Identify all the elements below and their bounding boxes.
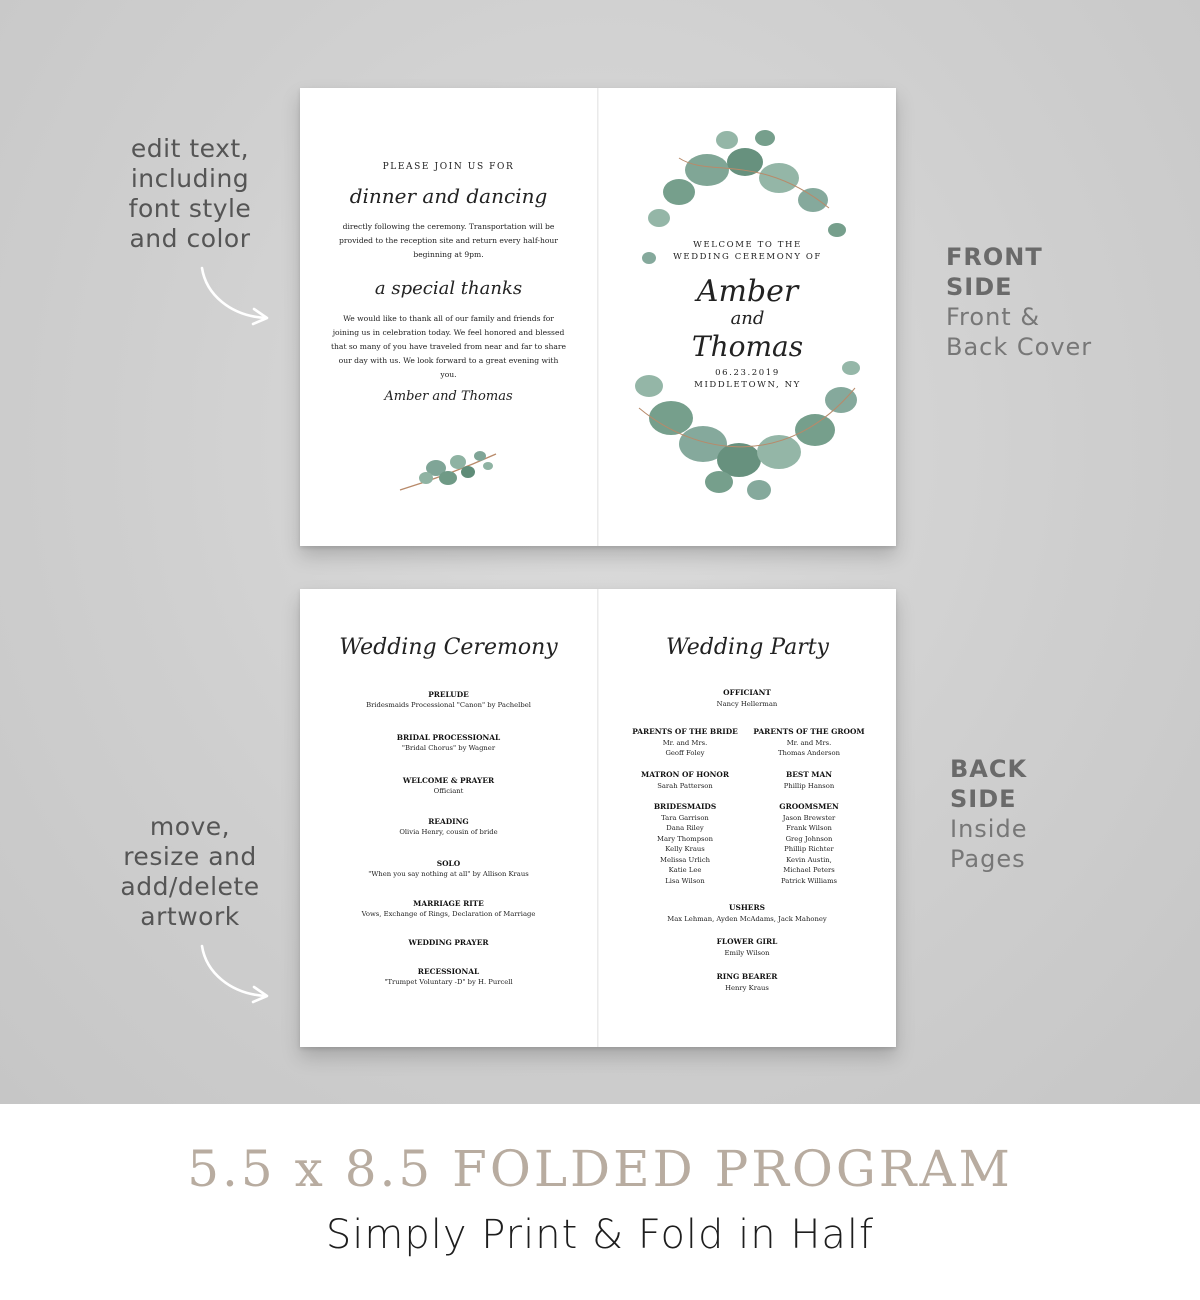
- party-name: Henry Kraus: [725, 983, 769, 992]
- product-headline: 5.5 x 8.5 FOLDED PROGRAM: [187, 1140, 1013, 1198]
- party-name: Sarah Patterson: [657, 781, 713, 790]
- join-us-heading: PLEASE JOIN US FOR: [382, 162, 515, 172]
- curved-arrow-icon: [196, 264, 276, 326]
- program-item: [300, 966, 597, 988]
- party-name: Greg Johnson: [785, 834, 833, 843]
- party-name: Phillip Richter: [784, 845, 834, 853]
- label-title: SIDE: [950, 785, 1017, 813]
- curved-arrow-icon: [196, 942, 276, 1004]
- welcome-line-2: WEDDING CEREMONY OF: [673, 252, 822, 262]
- label-subtitle: Back Cover: [946, 333, 1093, 361]
- officiant-block: [687, 688, 807, 709]
- program-detail: "Bridal Chorus" by Wagner: [401, 744, 496, 752]
- party-name: Geoff Foley: [665, 749, 705, 757]
- label-title: BACK: [950, 755, 1028, 783]
- party-name: Mr. and Mrs.: [786, 738, 832, 747]
- name-thomas: Thomas: [691, 330, 804, 363]
- program-detail: "When you say nothing at all" by Allison Kraus: [368, 870, 529, 878]
- front-spread: [300, 88, 896, 546]
- matron-of-honor-block: [625, 770, 745, 791]
- dinner-script: dinner and dancing: [349, 184, 548, 208]
- ushers-block: [617, 903, 877, 924]
- back-spread: [300, 589, 896, 1047]
- note-line: resize and: [123, 842, 257, 871]
- product-subline: Simply Print & Fold in Half: [325, 1212, 875, 1258]
- program-item: [300, 689, 597, 711]
- note-line: and color: [129, 224, 251, 253]
- party-name: Tara Garrison: [661, 813, 709, 822]
- ceremony-panel: [300, 589, 597, 1047]
- party-name: Emily Wilson: [724, 948, 770, 957]
- front-cover-panel: [599, 88, 896, 546]
- signature-script: Amber and Thomas: [384, 389, 513, 404]
- note-line: artwork: [140, 902, 240, 931]
- party-name: Katie Lee: [668, 866, 702, 874]
- ring-bearer-block: [687, 972, 807, 993]
- flower-girl-block: [687, 937, 807, 958]
- party-name: Nancy Hellerman: [716, 699, 778, 708]
- label-subtitle: Inside: [950, 815, 1028, 843]
- program-heading: READING: [428, 817, 469, 826]
- party-name: Frank Wilson: [786, 824, 832, 832]
- bride-parents-block: [625, 727, 745, 759]
- name-amber: Amber: [696, 274, 799, 309]
- dinner-paragraph: directly following the ceremony. Transportation will be provided to the reception site and return every half-hour beginning at 9pm.: [339, 222, 558, 259]
- party-heading: FLOWER GIRL: [716, 937, 778, 946]
- party-heading: PARENTS OF THE BRIDE: [632, 727, 738, 736]
- groom-parents-block: [749, 727, 869, 759]
- program-heading: MARRIAGE RITE: [413, 899, 484, 908]
- best-man-block: [749, 770, 869, 791]
- program-item: [300, 732, 597, 754]
- note-line: move,: [149, 812, 231, 841]
- party-name: Phillip Hanson: [783, 781, 835, 790]
- party-heading: OFFICIANT: [723, 688, 771, 697]
- program-detail: Olivia Henry, cousin of bride: [399, 828, 498, 836]
- bridesmaids-block: [625, 802, 745, 886]
- thanks-paragraph: We would like to thank all of our family and friends for joining us in celebration today. We feel honored and blessed that so many of you have traveled from near and far to share our day with us. We look forward to a great evening with you.: [330, 314, 567, 379]
- party-name: Kevin Austin,: [786, 855, 832, 864]
- note-line: font style: [128, 194, 252, 223]
- party-name: Dana Riley: [666, 824, 704, 832]
- party-heading: BRIDESMAIDS: [653, 802, 717, 811]
- groomsmen-block: [749, 802, 869, 886]
- party-name: Mr. and Mrs.: [662, 738, 708, 747]
- party-name: Patrick Williams: [780, 876, 838, 885]
- move-artwork-note: [102, 812, 278, 932]
- party-name: Thomas Anderson: [777, 749, 840, 757]
- program-heading: WEDDING PRAYER: [408, 938, 489, 947]
- label-title: FRONT: [946, 243, 1043, 271]
- back-cover-panel: [300, 88, 597, 546]
- party-name: Mary Thompson: [656, 834, 714, 843]
- party-name: Kelly Kraus: [665, 845, 705, 853]
- program-item: [300, 858, 597, 880]
- note-line: edit text,: [130, 134, 250, 163]
- note-line: add/delete: [120, 872, 260, 901]
- wedding-date: 06.23.2019: [715, 368, 780, 378]
- wedding-location: MIDDLETOWN, NY: [694, 380, 801, 390]
- and-script: and: [730, 308, 765, 329]
- party-heading: BEST MAN: [786, 770, 832, 779]
- program-heading: RECESSIONAL: [417, 967, 480, 976]
- party-name: Lisa Wilson: [665, 876, 705, 885]
- party-heading: GROOMSMEN: [779, 802, 839, 811]
- edit-text-note: [110, 134, 270, 254]
- party-name: Melissa Urlich: [659, 855, 711, 864]
- program-detail: Officiant: [433, 787, 464, 795]
- thanks-script: a special thanks: [374, 278, 523, 299]
- party-name: Jason Brewster: [782, 813, 836, 822]
- eucalyptus-sprig-icon: [396, 446, 506, 496]
- program-item: [300, 775, 597, 797]
- back-side-label: [950, 754, 1027, 874]
- party-heading: RING BEARER: [716, 972, 778, 981]
- party-heading: PARENTS OF THE GROOM: [753, 727, 865, 736]
- welcome-line-1: WELCOME TO THE: [693, 240, 802, 250]
- program-item: [300, 898, 597, 920]
- front-side-label: [946, 242, 1092, 362]
- ceremony-title: Wedding Ceremony: [339, 635, 558, 660]
- program-item: [300, 937, 597, 948]
- party-heading: MATRON OF HONOR: [641, 770, 729, 779]
- program-heading: SOLO: [436, 859, 461, 868]
- label-subtitle: Front &: [946, 303, 1041, 331]
- program-heading: PRELUDE: [428, 690, 469, 699]
- label-subtitle: Pages: [950, 845, 1026, 873]
- program-detail: Vows, Exchange of Rings, Declaration of Marriage: [361, 910, 536, 918]
- label-title: SIDE: [946, 273, 1013, 301]
- program-detail: "Trumpet Voluntary -D" by H. Purcell: [384, 978, 513, 986]
- party-name: Michael Peters: [783, 866, 835, 874]
- program-heading: BRIDAL PROCESSIONAL: [396, 733, 501, 742]
- party-title: Wedding Party: [665, 635, 829, 660]
- party-name: Max Lehman, Ayden McAdams, Jack Mahoney: [667, 914, 827, 923]
- wedding-party-panel: [599, 589, 896, 1047]
- note-line: including: [130, 164, 250, 193]
- program-detail: Bridesmaids Processional "Canon" by Pachelbel: [366, 701, 531, 709]
- program-heading: WELCOME & PRAYER: [402, 776, 495, 785]
- program-item: [300, 816, 597, 838]
- party-heading: USHERS: [729, 903, 765, 912]
